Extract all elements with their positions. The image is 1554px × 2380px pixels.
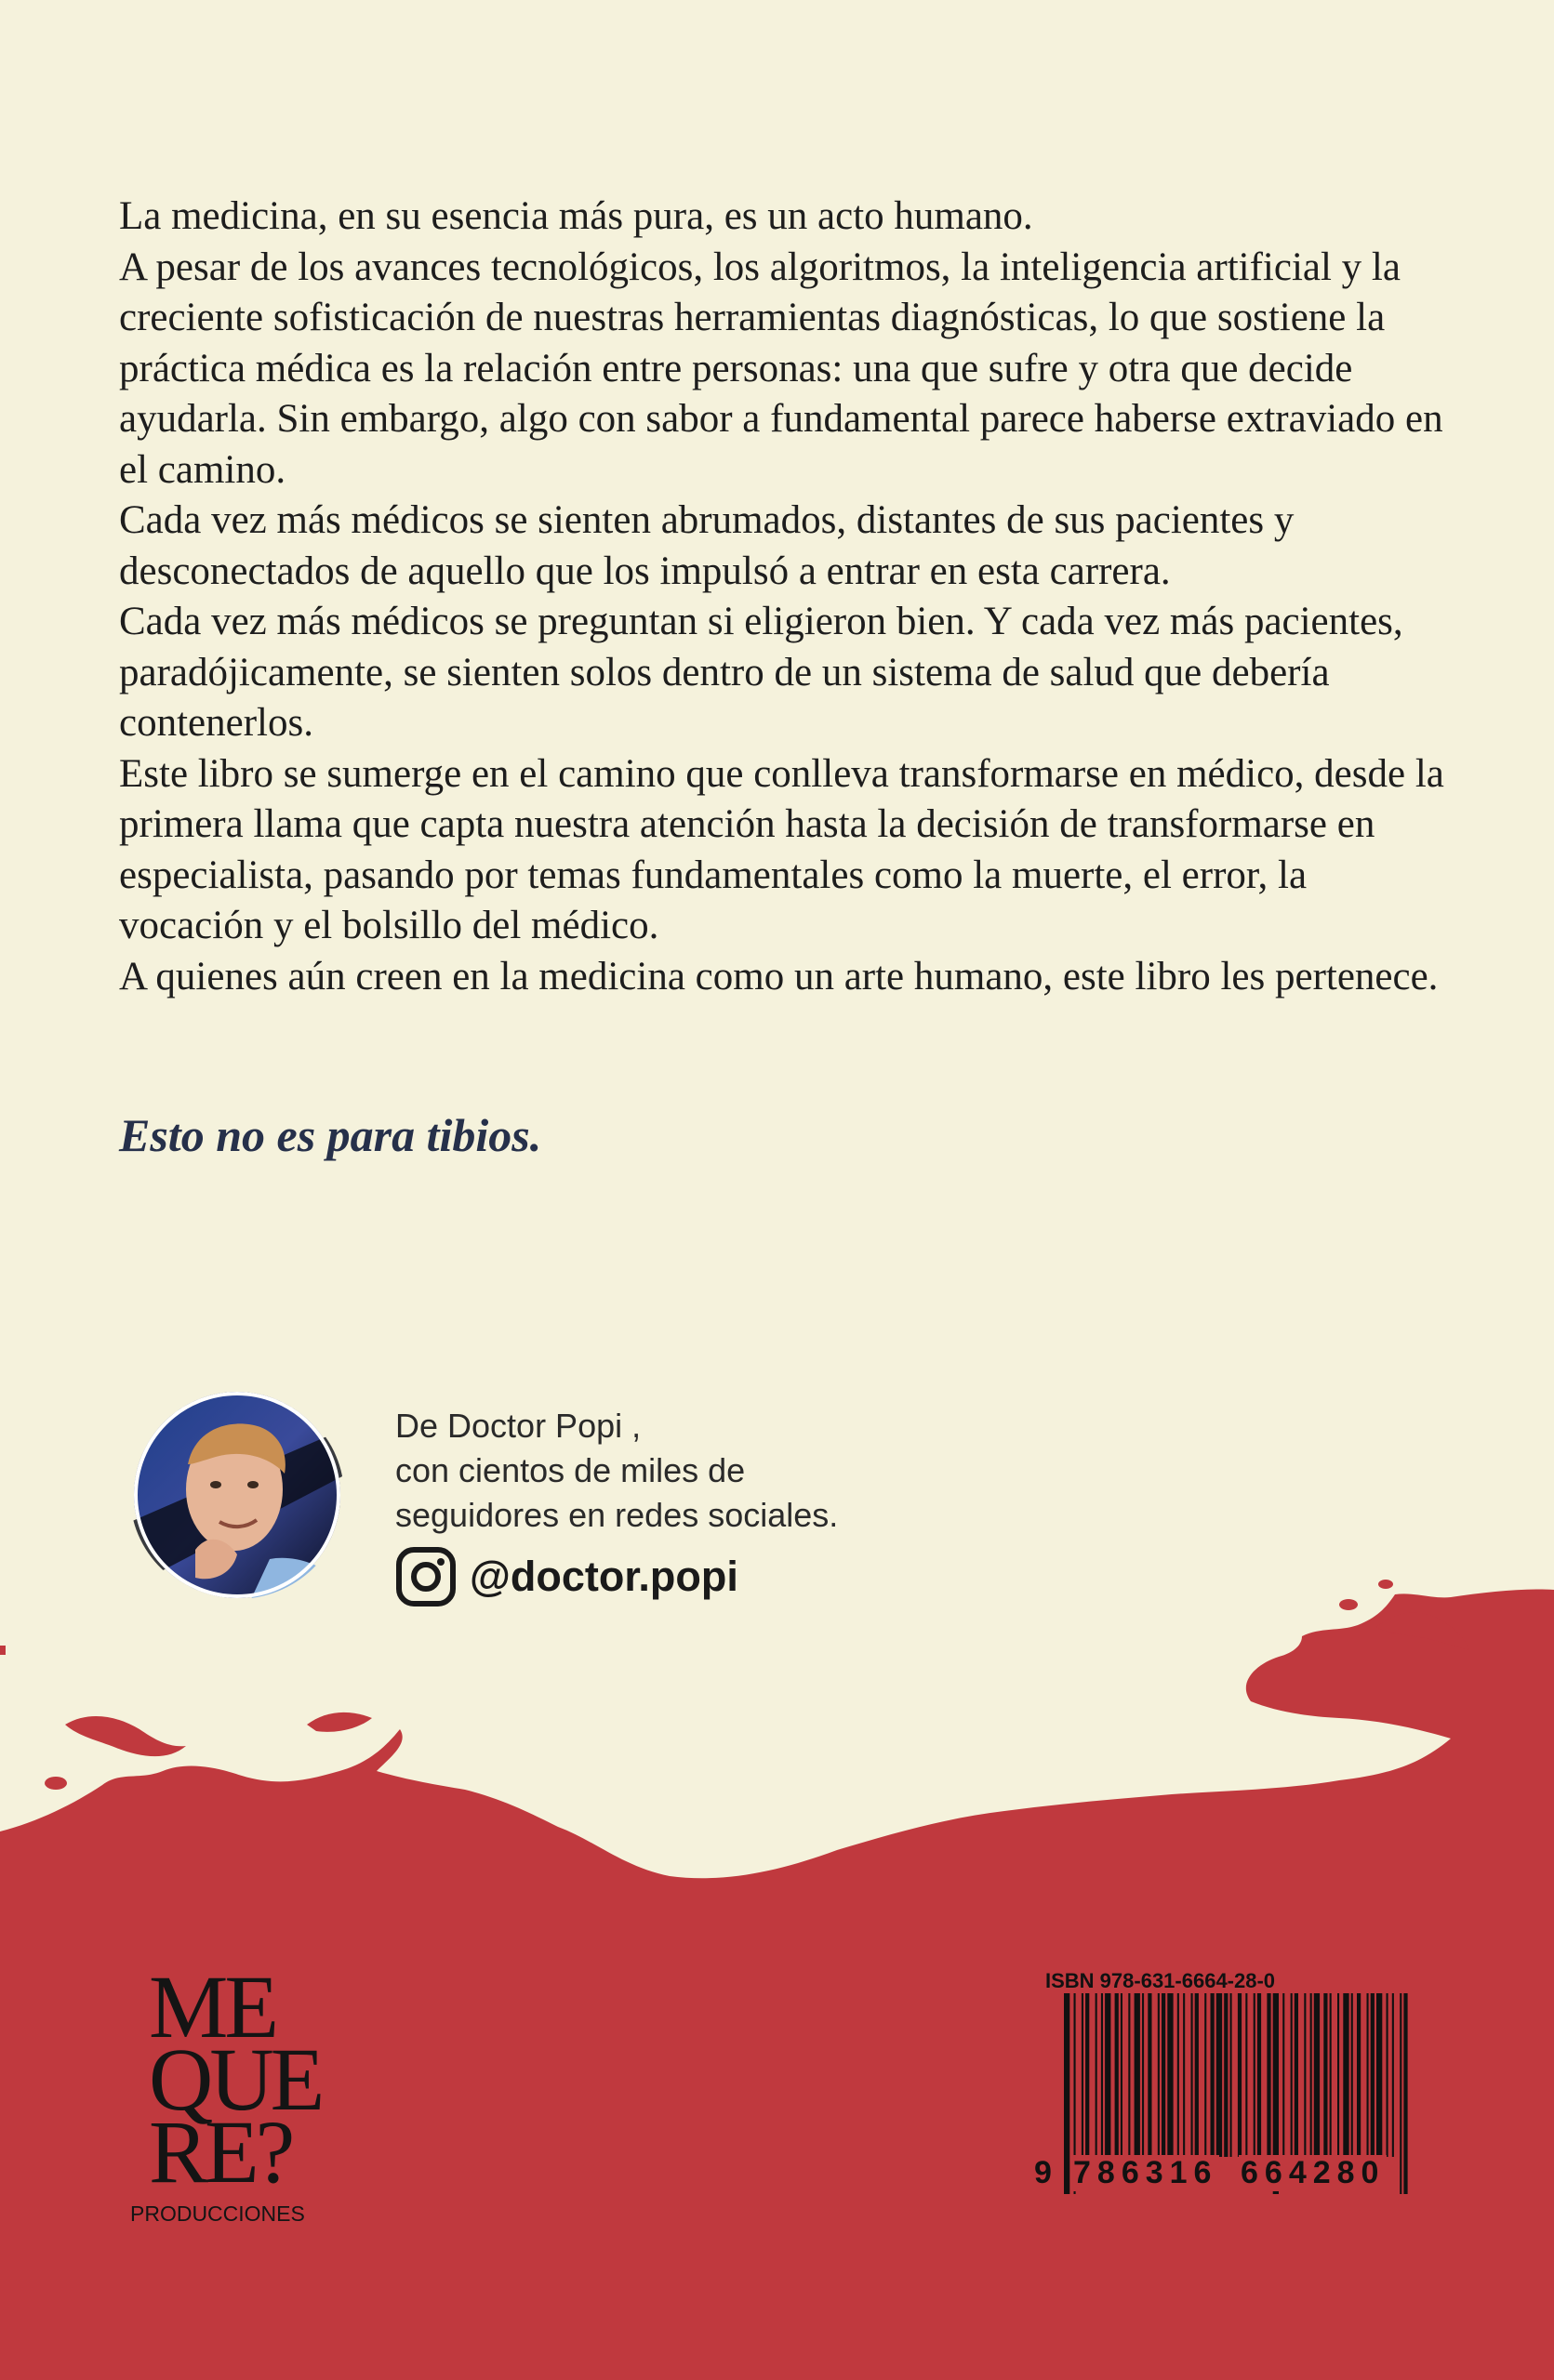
author-avatar (130, 1392, 344, 1599)
author-line: con cientos de miles de (395, 1451, 746, 1489)
barcode-bar (1238, 1993, 1242, 2157)
barcode-bar (1191, 1993, 1193, 2157)
barcode-bar (1142, 1993, 1144, 2157)
barcode-digits-right: 664280 (1241, 2155, 1386, 2190)
barcode-bar (1367, 1993, 1369, 2157)
blurb-paragraph: A quienes aún creen en la medicina como un arte humano, este libro les pertenece. (119, 954, 1439, 998)
blurb-paragraph: Este libro se sumerge en el camino que conlleva transformarse en médico, desde la primera llama que capta nuestra atención hasta la decisión de transformarse en especialista, pasando por temas fundamentales como la muerte, el error, la vocación y el bolsillo del médico. (119, 751, 1444, 947)
barcode-bar (1323, 1993, 1327, 2157)
instagram-icon (395, 1546, 457, 1607)
isbn-label: ISBN 978-631-6664-28-0 (1045, 1969, 1276, 1992)
barcode-bar (1351, 1993, 1353, 2157)
barcode-bar (1330, 1993, 1332, 2157)
barcode-bar (1304, 1993, 1306, 2157)
publisher-logo-line: QUE (149, 2030, 322, 2129)
barcode-bar (1167, 1993, 1173, 2157)
instagram-handle: @doctor.popi (470, 1553, 738, 1600)
barcode-bar (1257, 1993, 1261, 2157)
publisher-logo-subtitle: PRODUCCIONES (130, 2202, 305, 2226)
barcode-digits-left: 786316 (1073, 2155, 1218, 2190)
author-line: De Doctor Popi , (395, 1407, 642, 1445)
tagline: Esto no es para tibios. (119, 1109, 542, 1161)
barcode-bar (1101, 1993, 1103, 2157)
barcode-bar (1314, 1993, 1320, 2157)
barcode-bar (1211, 1993, 1215, 2157)
barcode-digit-first: 9 (1034, 2155, 1052, 2190)
barcode-bar (1183, 1993, 1185, 2157)
barcode-bar (1177, 1993, 1179, 2157)
barcode-bar (1254, 1993, 1255, 2157)
publisher-logo-line: RE? (149, 2102, 292, 2202)
barcode-bar (1216, 1993, 1222, 2157)
barcode-bar (1121, 1993, 1122, 2157)
blurb-text (119, 192, 1458, 1002)
barcode-bar (1148, 1993, 1151, 2157)
barcode-bar (1245, 1993, 1247, 2157)
barcode-bar (1230, 1993, 1232, 2157)
social-handle-row (395, 1545, 738, 1608)
barcode-bar (1267, 1993, 1270, 2157)
barcode-bar (1135, 1993, 1140, 2157)
barcode-bar (1310, 1993, 1312, 2157)
barcode-bar (1224, 1993, 1228, 2157)
author-info (395, 1404, 838, 1538)
barcode-bar (1387, 1993, 1388, 2157)
barcode-bar (1082, 1993, 1083, 2157)
barcode-bar (1115, 1993, 1119, 2157)
barcode-bar (1357, 1993, 1361, 2157)
barcode-bar (1392, 1993, 1394, 2157)
barcode-bar (1376, 1993, 1382, 2157)
blurb-paragraph: Cada vez más médicos se sienten abrumados, distantes de sus pacientes y desconectados de aquello que los impulsó a entrar en esta carrera. (119, 498, 1295, 593)
barcode-bar (1371, 1993, 1375, 2157)
barcode-bar (1295, 1993, 1298, 2157)
barcode-bar (1282, 1993, 1284, 2157)
barcode-bar (1158, 1993, 1160, 2157)
barcode-bar (1162, 1993, 1165, 2157)
author-line: seguidores en redes sociales. (395, 1496, 839, 1534)
barcode-bar (1337, 1993, 1339, 2157)
barcode-bar (1403, 1993, 1407, 2194)
barcode-bar (1291, 1993, 1293, 2157)
barcode-bar (1085, 1993, 1089, 2157)
barcode-bar (1204, 1993, 1206, 2157)
publisher-logo (130, 1957, 344, 2227)
blurb-paragraph: A pesar de los avances tecnológicos, los algoritmos, la inteligencia artificial y la creciente sofisticación de nuestras herramientas diagnósticas, lo que sostiene la práctica médica es la relación entre personas: una que sufre y otra que decide ayudarla. Sin embargo, algo con sabor a fundamental parece haberse extraviado en el camino. (119, 245, 1443, 492)
isbn-barcode (1032, 1969, 1423, 2194)
publisher-logo-line: ME (149, 1957, 275, 2056)
blurb-paragraph: La medicina, en su esencia más pura, es un acto humano. (119, 194, 1033, 238)
barcode-bar (1096, 1993, 1097, 2157)
barcode-bar (1105, 1993, 1110, 2157)
barcode-bar (1343, 1993, 1348, 2157)
barcode-bar (1400, 1993, 1401, 2194)
blurb-paragraph: Cada vez más médicos se preguntan si eligieron bien. Y cada vez más pacientes, paradójicamente, se sienten solos dentro de un sistema de salud que debería contenerlos. (119, 600, 1403, 745)
barcode-bar (1128, 1993, 1130, 2157)
barcode-bar (1195, 1993, 1199, 2157)
barcode-bar (1064, 1993, 1069, 2194)
author-photo-icon (130, 1392, 344, 1599)
